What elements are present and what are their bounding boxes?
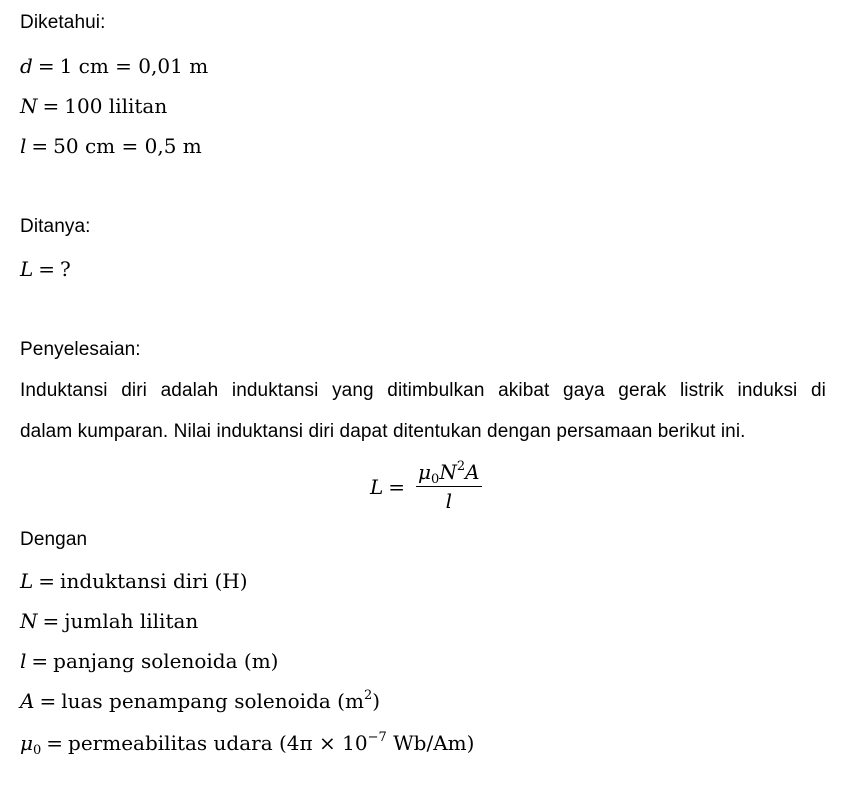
inductance-formula (370, 460, 482, 513)
var-n: N (20, 94, 38, 118)
def-mu-line: $\mu_0$ = permeabilitas udara ($4\pi \times 10^{-7}$ Wb/Am) (20, 730, 475, 758)
def-l-text: induktansi diri (H) (60, 569, 248, 593)
formula-numerator: $\mu_0N^2A$ (418, 459, 480, 487)
known-d-line (20, 54, 208, 78)
formula-denominator: l (445, 489, 452, 513)
var-l: l (20, 134, 27, 158)
asked-l-line (20, 257, 71, 281)
def-n-text: jumlah lilitan (64, 609, 199, 633)
known-n-line (20, 94, 167, 118)
paragraph-line-1: Induktansi diri adalah induktansi yang ditimbulkan akibat gaya gerak listrik induksi di (20, 380, 826, 401)
var-d: d (20, 54, 33, 78)
formula-lhs: L (370, 474, 384, 499)
equals-sign: = (37, 54, 55, 78)
known-n-value: 100 lilitan (64, 94, 168, 118)
paragraph-line-2: dalam kumparan. Nilai induktansi diri dapat ditentukan dengan persamaan berikut ini. (20, 421, 746, 442)
solution-heading: Penyelesaian: (20, 339, 141, 360)
equals-sign: = (42, 94, 60, 118)
asked-heading: Ditanya: (20, 216, 91, 237)
def-length-text: panjang solenoida (m) (53, 649, 279, 673)
known-heading: Diketahui: (20, 12, 106, 33)
known-l-value: 50 cm = 0,5 m (53, 134, 202, 158)
with-label: Dengan (20, 529, 88, 550)
equals-sign: = (388, 474, 406, 499)
def-length-line: l = panjang solenoida (m) (20, 649, 279, 673)
def-l-line: L = induktansi diri (H) (20, 569, 248, 593)
asked-l-value: ? (60, 257, 71, 281)
formula-fraction (416, 460, 482, 513)
equals-sign: = (38, 257, 56, 281)
var-L: L (20, 257, 34, 281)
known-l-line (20, 134, 202, 158)
def-area-line: A = luas penampang solenoida $(m^2)$ (20, 688, 381, 713)
equals-sign: = (31, 134, 49, 158)
known-d-value: 1 cm = 0,01 m (59, 54, 209, 78)
def-n-line: N = jumlah lilitan (20, 609, 199, 633)
